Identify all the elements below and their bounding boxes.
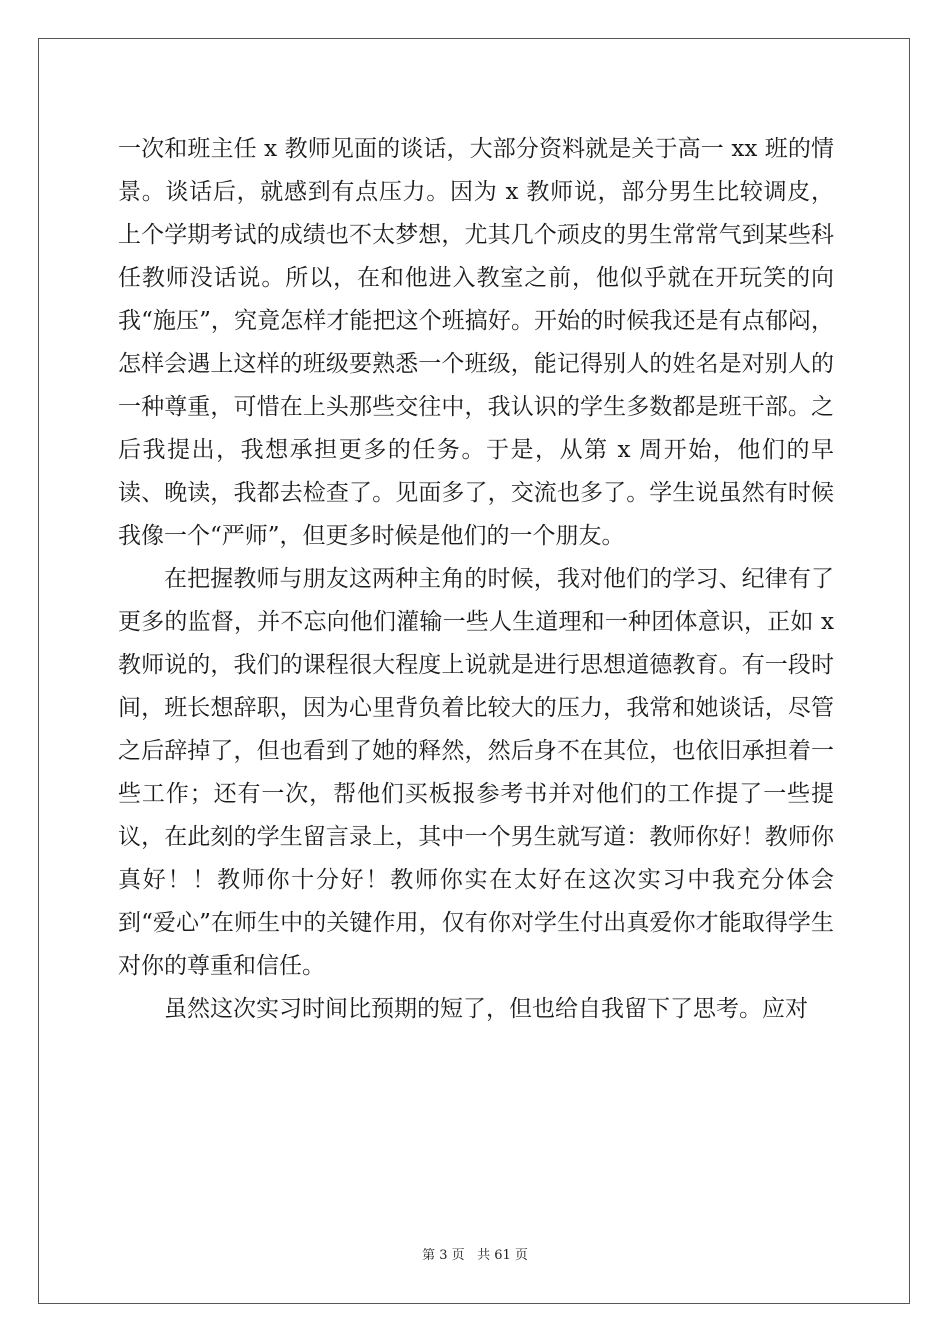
paragraph-1: 一次和班主任 x 教师见面的谈话，大部分资料就是关于高一 xx 班的情景。谈话后，就感到有点压力。因为 x 教师说，部分男生比较调皮，上个学期考试的成绩也不太梦想，尤其几个顽皮的男生常常气到某些科任教师没话说。所以，在和他进入教室之前，他似乎就在开玩笑的向我“施压”，究竟怎样才能把这个班搞好。开始的时候我还是有点郁闷，怎样会遇上这样的班级要熟悉一个班级，能记得别人的姓名是对别人的一种尊重，可惜在上头那些交往中，我认识的学生多数都是班干部。之后我提出，我想承担更多的任务。于是，从第 x 周开始，他们的早读、晚读，我都去检查了。见面多了，交流也多了。学生说虽然有时候我像一个“严师”，但更多时候是他们的一个朋友。: [118, 136, 834, 549]
document-body: [118, 128, 834, 1031]
page-number: 第 3 页: [422, 1248, 465, 1263]
paragraph-3: 虽然这次实习时间比预期的短了，但也给自我留下了思考。应对: [164, 996, 808, 1022]
page-footer: [0, 1247, 950, 1265]
page-total: 共 61 页: [477, 1248, 528, 1263]
paragraph-2: 在把握教师与朋友这两种主角的时候，我对他们的学习、纪律有了更多的监督，并不忘向他们灌输一些人生道理和一种团体意识，正如 x 教师说的，我们的课程很大程度上说就是进行思想道德教育。有一段时间，班长想辞职，因为心里背负着比较大的压力，我常和她谈话，尽管之后辞掉了，但也看到了她的释然，然后身不在其位，也依旧承担着一些工作；还有一次，帮他们买板报参考书并对他们的工作提了一些提议，在此刻的学生留言录上，其中一个男生就写道：教师你好！教师你真好！！教师你十分好！教师你实在太好在这次实习中我充分体会到“爱心”在师生中的关键作用，仅有你对学生付出真爱你才能取得学生对你的尊重和信任。: [118, 566, 834, 979]
